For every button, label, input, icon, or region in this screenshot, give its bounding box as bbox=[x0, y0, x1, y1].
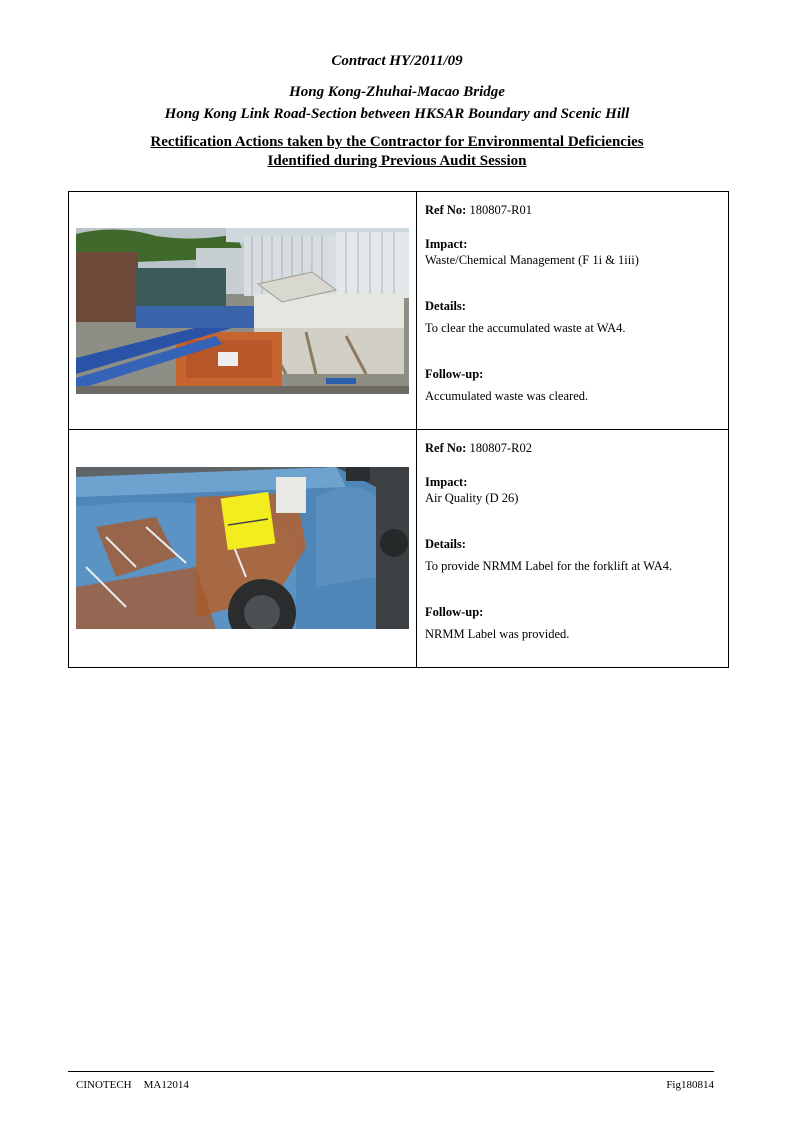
followup-label: Follow-up: bbox=[425, 367, 484, 381]
details-value: To clear the accumulated waste at WA4. bbox=[425, 321, 626, 335]
details-cell bbox=[417, 192, 729, 430]
impact-value: Waste/Chemical Management (F 1i & 1iii) bbox=[425, 253, 639, 267]
table-row bbox=[69, 192, 729, 430]
ref-label: Ref No: bbox=[425, 441, 467, 455]
footer-left bbox=[76, 1079, 189, 1091]
site-photo-waste-area bbox=[76, 228, 409, 394]
impact-label: Impact: bbox=[425, 237, 468, 251]
details-label: Details: bbox=[425, 537, 466, 551]
footer-divider bbox=[68, 1071, 714, 1072]
details-value: To provide NRMM Label for the forklift at WA4. bbox=[425, 559, 673, 573]
details-cell bbox=[417, 430, 729, 668]
table-row bbox=[69, 430, 729, 668]
ref-number-line bbox=[425, 440, 720, 456]
footer-figure-number: Fig180814 bbox=[666, 1079, 714, 1091]
followup-value: NRMM Label was provided. bbox=[425, 627, 570, 641]
document-title-line1: Rectification Actions taken by the Contractor for Environmental Deficiencies bbox=[150, 134, 644, 150]
contract-number: Contract HY/2011/09 bbox=[331, 53, 463, 69]
photo-cell bbox=[69, 192, 417, 430]
forklift-photo-illustration bbox=[76, 467, 409, 629]
page-header bbox=[0, 52, 794, 171]
footer-project: MA12014 bbox=[143, 1079, 189, 1091]
site-photo-forklift bbox=[76, 467, 409, 629]
impact-label: Impact: bbox=[425, 475, 468, 489]
details-label: Details: bbox=[425, 299, 466, 313]
ref-number-line bbox=[425, 202, 720, 218]
ref-label: Ref No: bbox=[425, 203, 467, 217]
rectification-table bbox=[68, 191, 729, 668]
followup-label: Follow-up: bbox=[425, 605, 484, 619]
followup-value: Accumulated waste was cleared. bbox=[425, 389, 589, 403]
footer-company: CINOTECH bbox=[76, 1079, 132, 1091]
project-name: Hong Kong-Zhuhai-Macao Bridge bbox=[289, 84, 505, 100]
ref-number: 180807-R01 bbox=[469, 203, 532, 217]
ref-number: 180807-R02 bbox=[469, 441, 532, 455]
document-title-line2: Identified during Previous Audit Session bbox=[267, 153, 527, 169]
impact-value: Air Quality (D 26) bbox=[425, 491, 519, 505]
project-section: Hong Kong Link Road-Section between HKSAR Boundary and Scenic Hill bbox=[164, 106, 630, 122]
photo-cell bbox=[69, 430, 417, 668]
waste-area-photo-illustration bbox=[76, 228, 409, 394]
